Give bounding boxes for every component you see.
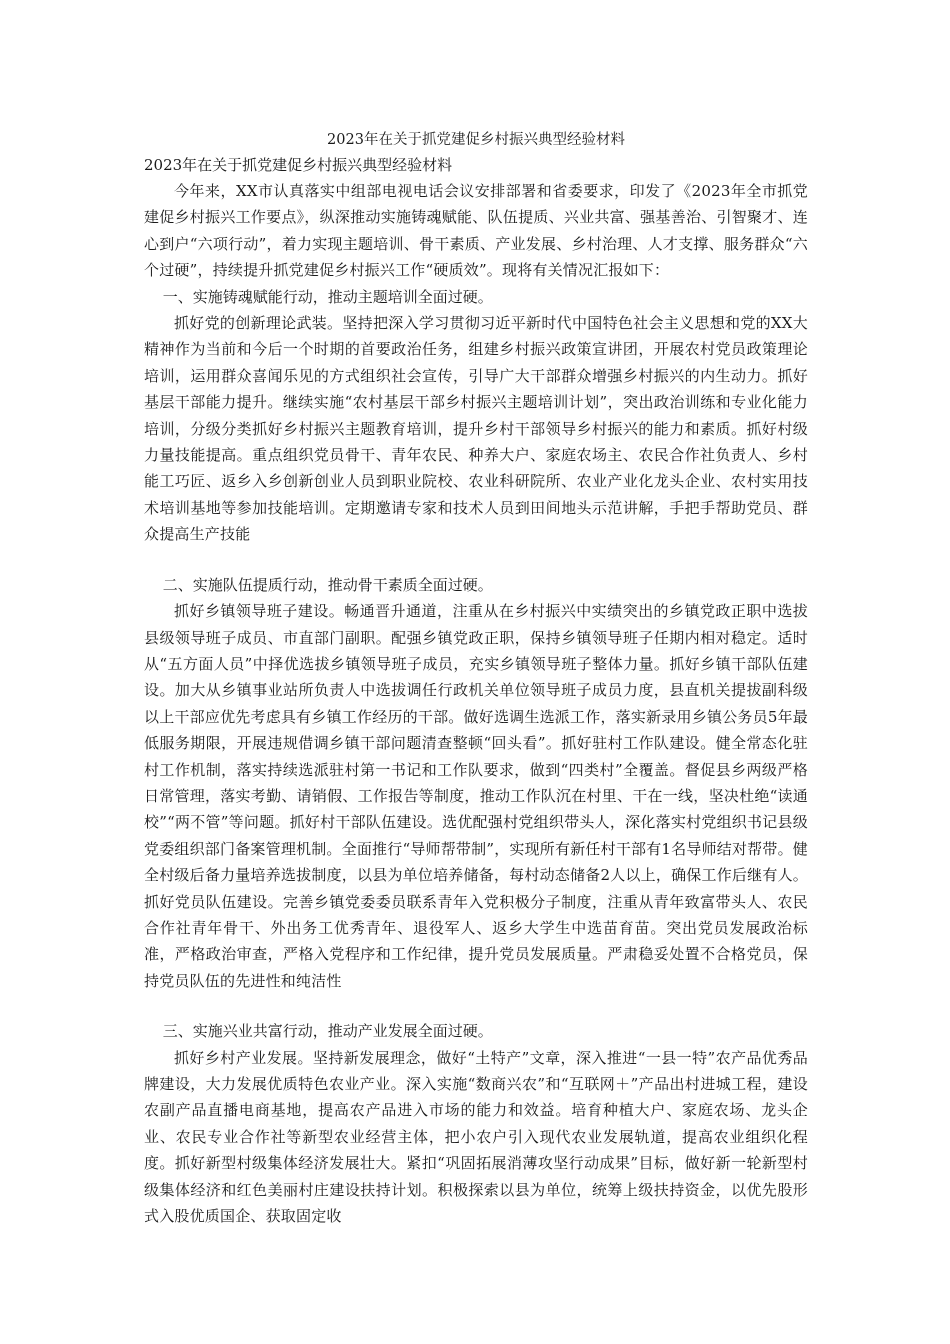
paragraph-gap — [144, 548, 808, 572]
document-page — [144, 128, 808, 1229]
section-3-body: 抓好乡村产业发展。坚持新发展理念，做好“土特产”文章，深入推进“一县一特”农产品优秀品牌建设，大力发展优质特色农业产业。深入实施“数商兴农”和“互联网＋”产品出村进城工程，建设农副产品直播电商基地，提高农产品进入市场的能力和效益。培育种植大户、家庭农场、龙头企业、农民专业合作社等新型农业经营主体，把小农户引入现代农业发展轨道，提高农业组织化程度。抓好新型村级集体经济发展壮大。紧扣“巩固拓展消薄攻坚行动成果”目标，做好新一轮新型村级集体经济和红色美丽村庄建设扶持计划。积极探索以县为单位，统筹上级扶持资金，以优先股形式入股优质国企、获取固定收 — [144, 1048, 808, 1226]
section-2-body: 抓好乡镇领导班子建设。畅通晋升通道，注重从在乡村振兴中实绩突出的乡镇党政正职中选拔县级领导班子成员、市直部门副职。配强乡镇党政正职，保持乡镇领导班子任期内相对稳定。适时从“五方面人员”中择优选拔乡镇领导班子成员，充实乡镇领导班子整体力量。抓好乡镇干部队伍建设。加大从乡镇事业站所负责人中选拔调任行政机关单位领导班子成员力度，县直机关提拔副科级以上干部应优先考虑具有乡镇工作经历的干部。做好选调生选派工作，落实新录用乡镇公务员5年最低服务期限，开展违规借调乡镇干部问题清查整顿“回头看”。抓好驻村工作队建设。健全常态化驻村工作机制，落实持续选派驻村第一书记和工作队要求，做到“四类村”全覆盖。督促县乡两级严格日常管理，落实考勤、请销假、工作报告等制度，推动工作队沉在村里、干在一线，坚决杜绝“读通校”“两不管”等问题。抓好村干部队伍建设。选优配强村党组织带头人，深化落实村党组织书记县级党委组织部门备案管理机制。全面推行“导师帮带制”，实现所有新任村干部有1名导师结对帮带。健全村级后备力量培养选拔制度，以县为单位培养储备，每村动态储备2人以上，确保工作后继有人。抓好党员队伍建设。完善乡镇党委委员联系青年入党积极分子制度，注重从青年致富带头人、农民合作社青年骨干、外出务工优秀青年、退役军人、返乡大学生中选苗育苗。突出党员发展政治标准，严格政治审查，严格入党程序和工作纪律，提升党员发展质量。严肃稳妥处置不合格党员，保持党员队伍的先进性和纯洁性 — [144, 602, 808, 990]
paragraph-gap — [144, 994, 808, 1018]
section-1-body: 抓好党的创新理论武装。坚持把深入学习贯彻习近平新时代中国特色社会主义思想和党的XX大精神作为当前和今后一个时期的首要政治任务，组建乡村振兴政策宣讲团，开展农村党员政策理论培训，运用群众喜闻乐见的方式组织社会宣传，引导广大干部群众增强乡村振兴的内生动力。抓好基层干部能力提升。继续实施“农村基层干部乡村振兴主题培训计划”，突出政治训练和专业化能力培训，分级分类抓好乡村振兴主题教育培训，提升乡村干部领导乡村振兴的能力和素质。抓好村级力量技能提高。重点组织党员骨干、青年农民、种养大户、家庭农场主、农民合作社负责人、乡村能工巧匠、返乡入乡创新创业人员到职业院校、农业科研院所、农业产业化龙头企业、农村实用技术培训基地等参加技能培训。定期邀请专家和技术人员到田间地头示范讲解，手把手帮助党员、群众提高生产技能 — [144, 314, 808, 544]
section-2-heading: 二、实施队伍提质行动，推动骨干素质全面过硬。 — [162, 575, 493, 594]
document-subtitle: 2023年在关于抓党建促乡村振兴典型经验材料 — [144, 156, 453, 174]
section-1-heading: 一、实施铸魂赋能行动，推动主题培训全面过硬。 — [162, 287, 493, 306]
section-3-heading: 三、实施兴业共富行动，推动产业发展全面过硬。 — [162, 1022, 493, 1041]
intro-paragraph: 今年来，XX市认真落实中组部电视电话会议安排部署和省委要求，印发了《2023年全市抓党建促乡村振兴工作要点》，纵深推动实施铸魂赋能、队伍提质、兴业共富、强基善治、引智聚才、连心到户“六项行动”，着力实现主题培训、骨干素质、产业发展、乡村治理、人才支撑、服务群众“六个过硬”，持续提升抓党建促乡村振兴工作“硬质效”。现将有关情况汇报如下： — [144, 182, 808, 280]
document-title: 2023年在关于抓党建促乡村振兴典型经验材料 — [327, 132, 625, 148]
